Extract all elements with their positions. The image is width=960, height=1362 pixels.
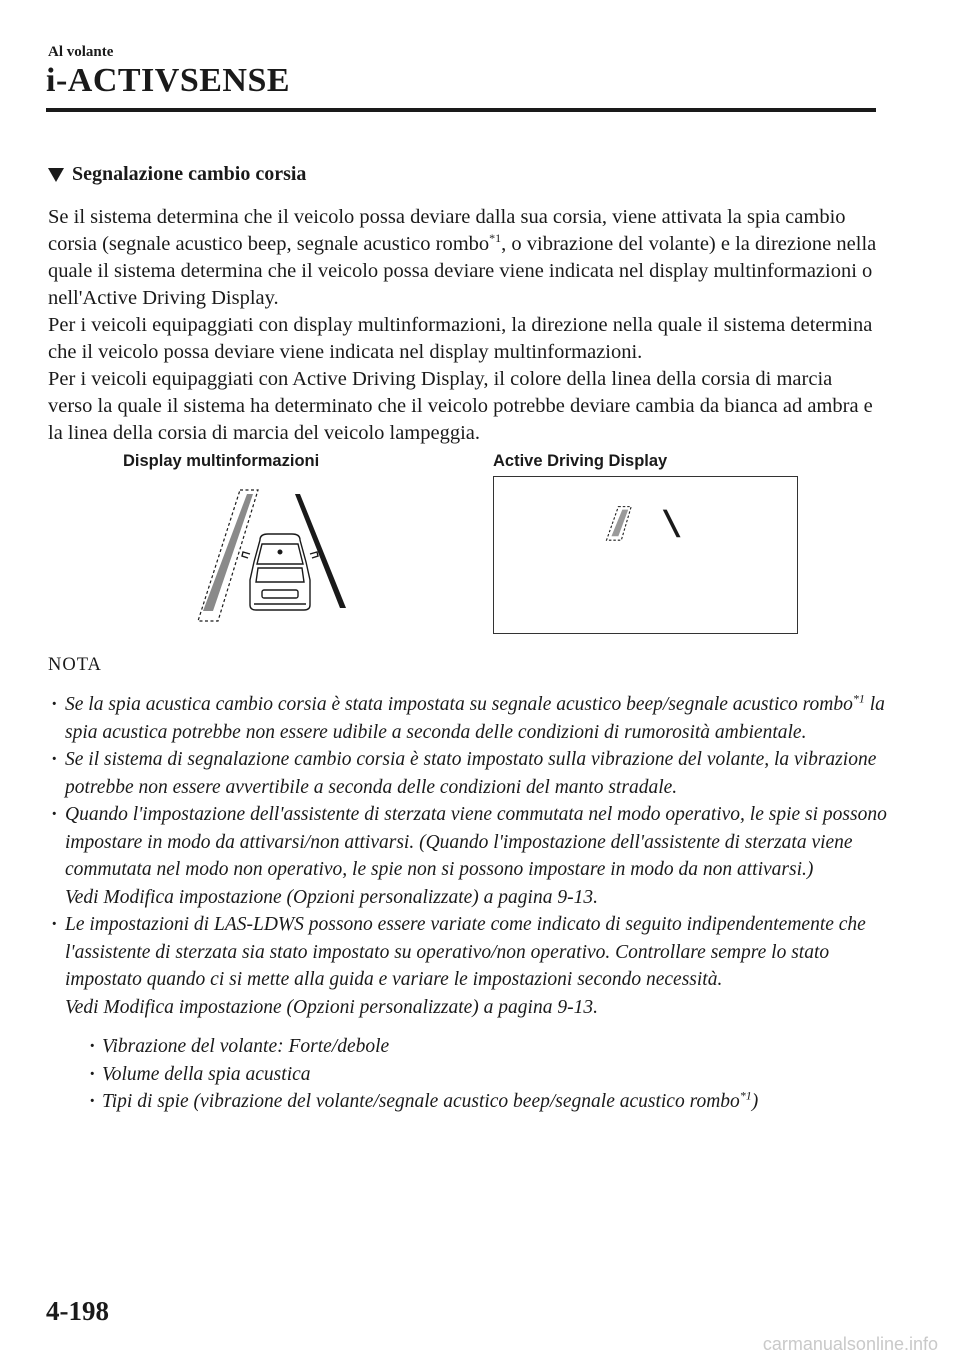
note-list — [48, 691, 888, 1116]
watermark: carmanualsonline.info — [762, 1334, 938, 1354]
body-text — [48, 204, 878, 447]
figure-label-active-driving-display: Active Driving Display — [493, 452, 668, 470]
page-reference: Vedi Modifica impostazione (Opzioni personalizzate) a pagina 9-13. — [65, 886, 598, 908]
list-item — [48, 801, 888, 911]
page-reference: Vedi Modifica impostazione (Opzioni personalizzate) a pagina 9-13. — [65, 996, 598, 1018]
body-text-span: Se il sistema determina che il veicolo possa deviare dalla sua corsia, viene attivata la spia cambio corsia (segnale acustico beep, segnale acustico rombo — [48, 206, 846, 255]
note-title: NOTA — [48, 655, 102, 675]
footnote-marker: *1 — [489, 231, 502, 246]
note-text: la spia acustica potrebbe non essere udibile a seconda delle condizioni di rumorosità ambientale. — [65, 694, 885, 743]
section-heading-text: Segnalazione cambio corsia — [72, 163, 307, 185]
note-text: Tipi di spie (vibrazione del volante/segnale acustico beep/segnale acustico rombo — [102, 1091, 740, 1112]
active-driving-display-illustration — [494, 477, 797, 633]
triangle-bullet-icon — [48, 168, 64, 182]
list-item: · Se il sistema di segnalazione cambio corsia è stato impostato sulla vibrazione del volante, la vibrazione potrebbe non essere avvertibile a seconda delle condizioni del manto stradale. — [48, 746, 888, 801]
note-text: Quando l'impostazione dell'assistente di sterzata viene commutata nel modo operativo, le spie si possono impostare in modo da attivarsi/non attivarsi. (Quando l'impostazione dell'assistente di sterzata viene commutata nel modo non operativo, le spie non si possono impostare in modo da non attivarsi.) — [65, 804, 887, 880]
footnote-marker: *1 — [852, 691, 865, 706]
footnote-marker: *1 — [739, 1088, 752, 1103]
figure-label-multi-info-display: Display multinformazioni — [123, 452, 320, 470]
list-item — [48, 911, 888, 1116]
section-name: Al volante — [48, 44, 114, 60]
sub-list — [65, 1033, 888, 1116]
note-text: ) — [751, 1091, 759, 1112]
body-paragraph — [48, 204, 878, 312]
header-rule — [46, 108, 876, 112]
note-text: Le impostazioni di LAS-LDWS possono essere variate come indicato di seguito indipendentemente che l'assistente di sterzata sia stato impostato su operativo/non operativo. Controllare sempre lo stato impostato quando ci si mette alla guida e variare le impostazioni secondo necessità. — [65, 914, 866, 990]
car-icon — [242, 534, 318, 610]
multi-info-display-illustration — [180, 480, 380, 630]
page-number: 4-198 — [46, 1296, 109, 1326]
body-paragraph: Per i veicoli equipaggiati con Active Driving Display, il colore della linea della corsia di marcia verso la quale il sistema ha determinato che il veicolo potrebbe deviare cambia da bianca ad ambra e la linea della corsia di marcia del veicolo lampeggia. — [48, 368, 873, 444]
sub-list-item: · Volume della spia acustica — [86, 1061, 888, 1089]
section-heading — [48, 163, 306, 186]
sub-list-item — [86, 1088, 888, 1116]
body-paragraph: Per i veicoli equipaggiati con display multinformazioni, la direzione nella quale il sistema determina che il veicolo possa deviare viene indicata nel display multinformazioni. — [48, 314, 873, 363]
list-item — [48, 691, 888, 746]
active-driving-display-frame — [493, 476, 798, 634]
note-text: Se la spia acustica cambio corsia è stata impostata su segnale acustico beep/segnale acustico rombo — [65, 694, 853, 715]
sub-list-item: · Vibrazione del volante: Forte/debole — [86, 1033, 888, 1061]
body-text-span: , o vibrazione del volante) e la direzione nella quale il sistema determina che il veicolo possa deviare viene indicata nel display multinformazioni o nell'Active Driving Display. — [48, 233, 877, 309]
page-title: i-ACTIVSENSE — [46, 62, 291, 99]
